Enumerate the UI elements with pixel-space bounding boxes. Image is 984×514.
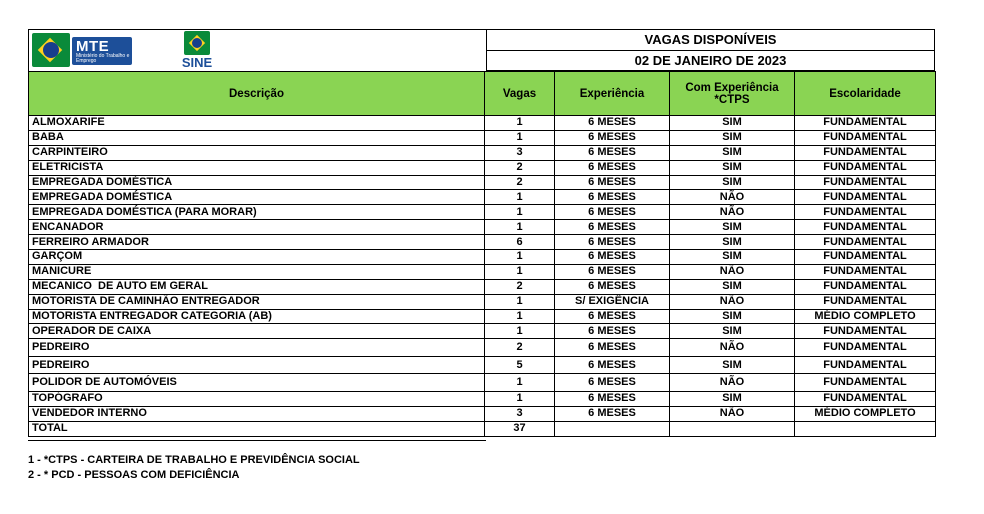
cell-ctps: SIM [670,324,795,339]
cell-descricao: MECANICO DE AUTO EM GERAL [29,279,485,294]
cell-vagas: 3 [485,406,555,421]
cell-escolaridade: FUNDAMENTAL [795,356,936,374]
cell-descricao: MANICURE [29,264,485,279]
sine-text: SINE [181,55,213,70]
cell-escolaridade: FUNDAMENTAL [795,324,936,339]
cell-experiencia: 6 MESES [555,145,670,160]
cell-vagas: 1 [485,190,555,205]
brazil-flag-icon [32,33,70,67]
cell-ctps: SIM [670,130,795,145]
cell-experiencia: 6 MESES [555,220,670,235]
mte-title: MTE [76,38,110,55]
cell-descricao: EMPREGADA DOMÉSTICA (PARA MORAR) [29,205,485,220]
cell-experiencia: 6 MESES [555,116,670,131]
cell-vagas: 2 [485,339,555,357]
cell-descricao: MOTORISTA ENTREGADOR CATEGORIA (AB) [29,309,485,324]
cell-experiencia: 6 MESES [555,190,670,205]
cell-vagas: 1 [485,324,555,339]
cell-experiencia: 6 MESES [555,250,670,265]
cell-experiencia: 6 MESES [555,391,670,406]
cell-descricao: VENDEDOR INTERNO [29,406,485,421]
cell-vagas: 5 [485,356,555,374]
logo-area [28,29,487,72]
column-header-ctps: Com Experiência *CTPS [670,72,795,116]
table-row [29,294,936,309]
cell-experiencia: 6 MESES [555,130,670,145]
cell-ctps: NÃO [670,374,795,392]
cell-escolaridade: FUNDAMENTAL [795,339,936,357]
cell-escolaridade: FUNDAMENTAL [795,264,936,279]
cell-ctps: SIM [670,160,795,175]
cell-vagas: 1 [485,250,555,265]
page-title: VAGAS DISPONÍVEIS [486,29,935,50]
table-row [29,116,936,131]
mte-subtitle: Ministério do Trabalho e Emprego [76,53,130,64]
table-row [29,356,936,374]
table-header-row [29,72,936,116]
table-row [29,205,936,220]
cell-vagas: 2 [485,175,555,190]
page-date: 02 DE JANEIRO DE 2023 [486,50,935,71]
cell-escolaridade: MÉDIO COMPLETO [795,406,936,421]
table-row [29,264,936,279]
column-header-escolaridade: Escolaridade [795,72,936,116]
cell-descricao: PEDREIRO [29,339,485,357]
cell-escolaridade: FUNDAMENTAL [795,116,936,131]
cell-escolaridade: FUNDAMENTAL [795,235,936,250]
cell-ctps: NÃO [670,294,795,309]
cell-vagas: 3 [485,145,555,160]
table-row [29,220,936,235]
cell-escolaridade: FUNDAMENTAL [795,130,936,145]
cell-escolaridade: FUNDAMENTAL [795,190,936,205]
table-row [29,250,936,265]
cell-vagas: 2 [485,160,555,175]
cell-ctps: NÃO [670,205,795,220]
cell-experiencia: 6 MESES [555,324,670,339]
table-row [29,160,936,175]
cell-escolaridade: FUNDAMENTAL [795,250,936,265]
total-label: TOTAL [29,421,485,437]
cell-experiencia: 6 MESES [555,279,670,294]
cell-escolaridade: FUNDAMENTAL [795,294,936,309]
table-row [29,130,936,145]
cell-experiencia: 6 MESES [555,339,670,357]
cell-descricao: ALMOXARIFE [29,116,485,131]
cell-descricao: TOPÓGRAFO [29,391,485,406]
cell-vagas: 1 [485,116,555,131]
cell-experiencia: 6 MESES [555,264,670,279]
vacancies-table [28,71,936,437]
cell-experiencia: 6 MESES [555,406,670,421]
cell-descricao: OPERADOR DE CAIXA [29,324,485,339]
table-row [29,324,936,339]
cell-escolaridade: FUNDAMENTAL [795,391,936,406]
cell-descricao: EMPREGADA DOMÉSTICA [29,190,485,205]
sine-flag-icon [184,31,210,55]
footnote-ctps: 1 - *CTPS - CARTEIRA DE TRABALHO E PREVIDÊNCIA SOCIAL [28,454,360,466]
cell-vagas: 2 [485,279,555,294]
cell-descricao: ELETRICISTA [29,160,485,175]
table-row [29,175,936,190]
cell-experiencia: 6 MESES [555,160,670,175]
cell-descricao: CARPINTEIRO [29,145,485,160]
cell-vagas: 6 [485,235,555,250]
cell-experiencia: 6 MESES [555,309,670,324]
table-total-row [29,421,936,437]
cell-vagas: 1 [485,294,555,309]
table-row [29,309,936,324]
empty-cell [555,421,670,437]
cell-descricao: GARÇOM [29,250,485,265]
cell-ctps: NÃO [670,339,795,357]
mte-logo [32,33,132,67]
table-row [29,235,936,250]
cell-escolaridade: FUNDAMENTAL [795,220,936,235]
total-value: 37 [485,421,555,437]
cell-ctps: NÃO [670,264,795,279]
cell-descricao: BABA [29,130,485,145]
cell-escolaridade: MÉDIO COMPLETO [795,309,936,324]
cell-escolaridade: FUNDAMENTAL [795,205,936,220]
cell-ctps: SIM [670,235,795,250]
cell-vagas: 1 [485,264,555,279]
cell-vagas: 1 [485,130,555,145]
table-row [29,279,936,294]
cell-experiencia: 6 MESES [555,175,670,190]
cell-ctps: SIM [670,250,795,265]
table-row [29,339,936,357]
cell-escolaridade: FUNDAMENTAL [795,175,936,190]
column-header-experiencia: Experiência [555,72,670,116]
cell-descricao: MOTORISTA DE CAMINHÃO ENTREGADOR [29,294,485,309]
cell-ctps: SIM [670,356,795,374]
table-row [29,406,936,421]
cell-experiencia: 6 MESES [555,374,670,392]
empty-cell [795,421,936,437]
table-row [29,145,936,160]
cell-escolaridade: FUNDAMENTAL [795,279,936,294]
cell-escolaridade: FUNDAMENTAL [795,160,936,175]
cell-descricao: ENCANADOR [29,220,485,235]
cell-descricao: EMPREGADA DOMÉSTICA [29,175,485,190]
cell-ctps: SIM [670,116,795,131]
cell-experiencia: 6 MESES [555,235,670,250]
table-row [29,391,936,406]
cell-experiencia: 6 MESES [555,205,670,220]
column-header-vagas: Vagas [485,72,555,116]
cell-ctps: SIM [670,220,795,235]
cell-ctps: SIM [670,279,795,294]
cell-vagas: 1 [485,220,555,235]
cell-vagas: 1 [485,205,555,220]
table-row [29,190,936,205]
cell-vagas: 1 [485,309,555,324]
column-header-descricao: Descrição [29,72,485,116]
cell-ctps: NÃO [670,406,795,421]
cell-descricao: POLIDOR DE AUTOMÓVEIS [29,374,485,392]
cell-experiencia: S/ EXIGÊNCIA [555,294,670,309]
footnotes [28,440,486,483]
cell-ctps: SIM [670,175,795,190]
cell-vagas: 1 [485,391,555,406]
cell-ctps: NÃO [670,190,795,205]
cell-escolaridade: FUNDAMENTAL [795,374,936,392]
empty-cell [670,421,795,437]
cell-descricao: PEDREIRO [29,356,485,374]
footnote-pcd: 2 - * PCD - PESSOAS COM DEFICIÊNCIA [28,469,240,481]
cell-escolaridade: FUNDAMENTAL [795,145,936,160]
table-row [29,374,936,392]
cell-vagas: 1 [485,374,555,392]
sine-logo [177,31,217,71]
mte-label-box [72,37,132,65]
cell-ctps: SIM [670,145,795,160]
cell-ctps: SIM [670,391,795,406]
cell-descricao: FERREIRO ARMADOR [29,235,485,250]
cell-experiencia: 6 MESES [555,356,670,374]
cell-ctps: SIM [670,309,795,324]
